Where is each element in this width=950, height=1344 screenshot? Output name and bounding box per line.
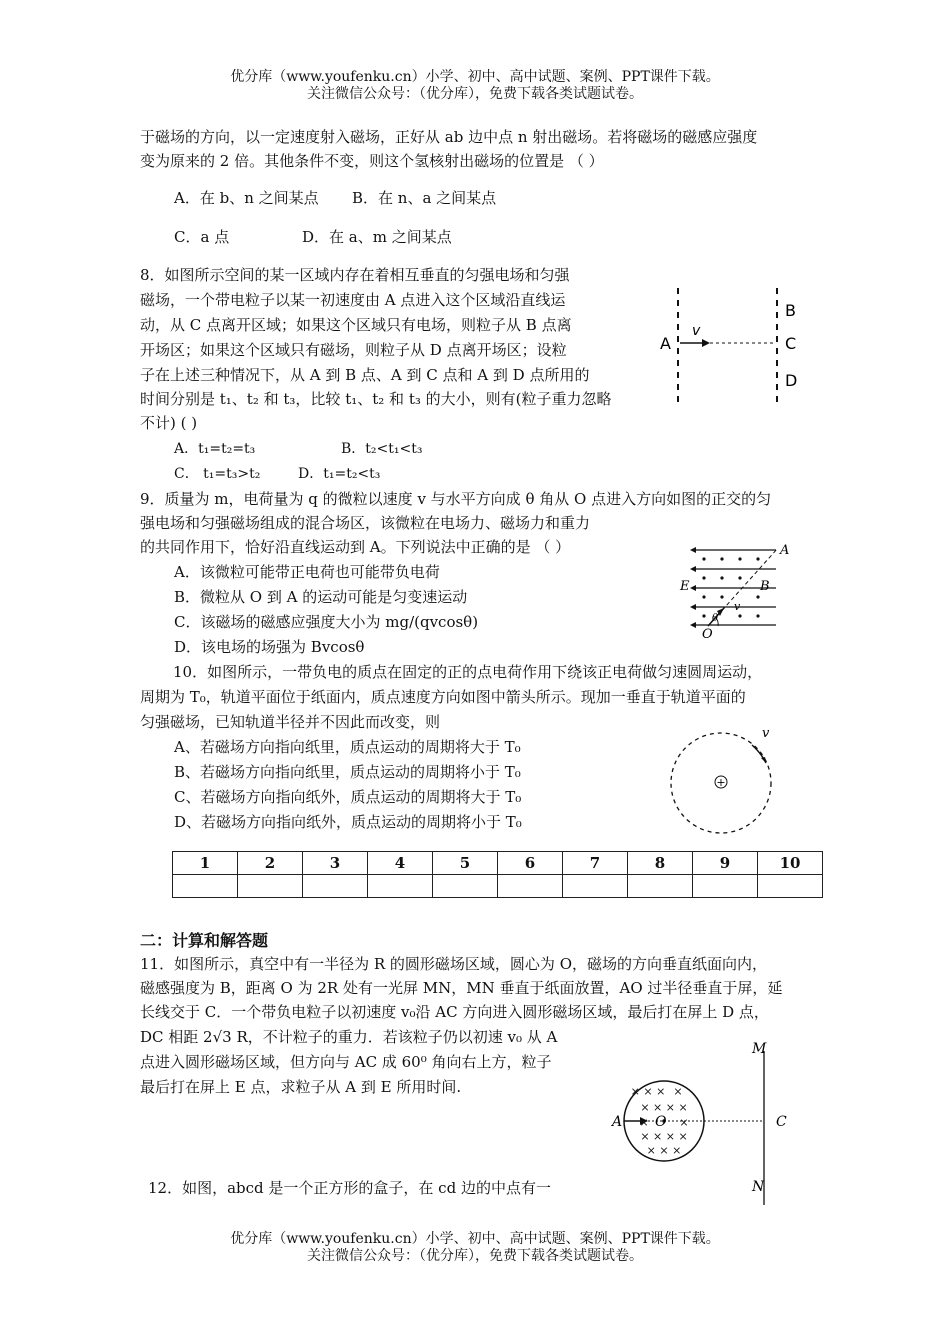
q10-line-1: 10．如图所示，一带负电的质点在固定的正的点电荷作用下绕该正电荷做匀速圆周运动，: [173, 663, 763, 681]
q8-figure: [650, 280, 810, 415]
q8-label-c: C: [785, 334, 797, 353]
answer-table-header: 2: [238, 852, 303, 875]
q8-option-b: B．t₂<t₁<t₃: [341, 441, 423, 457]
q11-label-m: M: [752, 1041, 767, 1057]
q9-label-theta: θ: [712, 613, 719, 624]
answer-table: [172, 851, 823, 898]
q7-option-a: A．在 b、n 之间某点: [174, 189, 319, 207]
footer-line-2: 关注微信公众号：（优分库），免费下载各类试题试卷。: [307, 1248, 643, 1264]
q10-option-c: C、若磁场方向指向纸外，质点运动的周期将大于 T₀: [174, 788, 522, 806]
q9-line-2: 强电场和匀强磁场组成的混合场区，该微粒在电场力、磁场力和重力: [140, 514, 591, 532]
footer-line-1: 优分库（www.youfenku.cn）小学、初中、高中试题、案例、PPT课件下载。: [230, 1231, 720, 1247]
q8-label-v: v: [692, 323, 701, 339]
q11-label-c: C: [776, 1114, 787, 1130]
answer-table-answer-row: [173, 875, 823, 898]
q10-option-b: B、若磁场方向指向纸里，质点运动的周期将小于 T₀: [174, 763, 521, 781]
answer-cell[interactable]: [693, 875, 758, 898]
svg-text:× × × ×: × × × ×: [640, 1101, 688, 1114]
answer-table-header: 9: [693, 852, 758, 875]
answer-cell[interactable]: [563, 875, 628, 898]
q8-line-7: 不计) ( ): [140, 414, 198, 432]
svg-text:× × ×: × × ×: [630, 1085, 666, 1098]
svg-text:×: ×: [673, 1085, 683, 1098]
header-line-2: 关注微信公众号：（优分库），免费下载各类试题试卷。: [307, 86, 643, 102]
answer-cell[interactable]: [758, 875, 823, 898]
q7-line-1: 于磁场的方向，以一定速度射入磁场，正好从 ab 边中点 n 射出磁场。若将磁场的磁感应强度: [140, 128, 758, 146]
q8-line-6: 时间分别是 t₁、t₂ 和 t₃，比较 t₁、t₂ 和 t₃ 的大小，则有(粒子重力忽略: [140, 390, 612, 408]
q8-option-a: A．t₁=t₂=t₃: [174, 441, 256, 457]
q8-option-d: D．t₁=t₂<t₃: [298, 466, 381, 482]
q9-line-1: 9．质量为 m，电荷量为 q 的微粒以速度 v 与水平方向成 θ 角从 O 点进入方向如图的正交的匀: [140, 490, 772, 508]
q9-figure: [676, 538, 796, 640]
q10-line-3: 匀强磁场，已知轨道半径并不因此而改变，则: [140, 713, 441, 731]
q8-line-1: 8．如图所示空间的某一区域内存在着相互垂直的匀强电场和匀强: [140, 266, 570, 284]
svg-text:×: ×: [679, 1116, 689, 1129]
q10-option-a: A、若磁场方向指向纸里，质点运动的周期将大于 T₀: [174, 738, 521, 756]
svg-text:× × ×: × × ×: [646, 1144, 682, 1157]
q8-line-2: 磁场，一个带电粒子以某一初速度由 A 点进入这个区域沿直线运: [140, 291, 566, 309]
q10-label-v: v: [762, 726, 770, 741]
answer-table-header: 5: [433, 852, 498, 875]
q8-line-5: 子在上述三种情况下，从 A 到 B 点、A 到 C 点和 A 到 D 点所用的: [140, 366, 590, 384]
q10-figure: [666, 725, 786, 837]
q9-option-d: D．该电场的场强为 Bvcosθ: [174, 638, 365, 656]
answer-table-header-row: [173, 852, 823, 875]
q11-line-4: DC 相距 2√3 R，不计粒子的重力．若该粒子仍以初速 v₀ 从 A: [140, 1028, 558, 1046]
q11-line-1: 11．如图所示，真空中有一半径为 R 的圆形磁场区域，圆心为 O，磁场的方向垂直纸面向内，: [140, 955, 767, 973]
q9-option-a: A．该微粒可能带正电荷也可能带负电荷: [174, 563, 440, 581]
q10-option-d: D、若磁场方向指向纸外，质点运动的周期将小于 T₀: [174, 813, 522, 831]
q11-line-5: 点进入圆形磁场区域，但方向与 AC 成 60⁰ 角向右上方，粒子: [140, 1053, 552, 1071]
q8-label-b: B: [785, 301, 796, 320]
q11-line-6: 最后打在屏上 E 点，求粒子从 A 到 E 所用时间.: [140, 1078, 462, 1096]
q9-label-o: O: [702, 627, 713, 640]
q8-line-4: 开场区；如果这个区域只有磁场，则粒子从 D 点离开场区；设粒: [140, 341, 567, 359]
q10-line-2: 周期为 T₀，轨道平面位于纸面内，质点速度方向如图中箭头所示。现加一垂直于轨道平面的: [140, 688, 746, 706]
answer-cell[interactable]: [498, 875, 563, 898]
header-line-1: 优分库（www.youfenku.cn）小学、初中、高中试题、案例、PPT课件下载。: [230, 69, 720, 85]
q8-option-c: C． t₁=t₃>t₂: [174, 466, 261, 482]
q8-label-d: D: [785, 371, 798, 390]
answer-cell[interactable]: [368, 875, 433, 898]
answer-cell[interactable]: [628, 875, 693, 898]
q11-label-o: O: [655, 1114, 667, 1130]
svg-text:×: ×: [639, 1116, 649, 1129]
q7-line-2: 变为原来的 2 倍。其他条件不变，则这个氢核射出磁场的位置是 （ ）: [140, 152, 604, 170]
q12-line-1: 12．如图，abcd 是一个正方形的盒子，在 cd 边的中点有一: [148, 1179, 551, 1197]
svg-text:× × × ×: × × × ×: [640, 1130, 688, 1143]
answer-table-header: 1: [173, 852, 238, 875]
answer-cell[interactable]: [238, 875, 303, 898]
answer-table-header: 6: [498, 852, 563, 875]
q8-label-a: A: [660, 334, 671, 353]
answer-table-header: 4: [368, 852, 433, 875]
q9-option-c: C．该磁场的磁感应强度大小为 mg/(qvcosθ): [174, 613, 479, 631]
q7-option-d: D．在 a、m 之间某点: [302, 228, 452, 246]
q11-line-2: 磁感强度为 B，距离 O 为 2R 处有一光屏 MN，MN 垂直于纸面放置，AO 过半径垂直于屏，延: [140, 979, 783, 997]
q11-figure: [608, 1035, 808, 1215]
q8-line-3: 动，从 C 点离开区域；如果这个区域只有电场，则粒子从 B 点离: [140, 316, 572, 334]
q7-option-c: C．a 点: [174, 228, 230, 246]
q9-label-e: E: [680, 579, 690, 594]
answer-cell[interactable]: [303, 875, 368, 898]
q9-label-a: A: [780, 543, 790, 558]
answer-cell[interactable]: [433, 875, 498, 898]
q10-charge-label: +: [716, 776, 726, 789]
answer-table-header: 7: [563, 852, 628, 875]
answer-cell[interactable]: [173, 875, 238, 898]
q9-label-v: v: [734, 600, 741, 613]
q9-line-3: 的共同作用下，恰好沿直线运动到 A。下列说法中正确的是 （ ）: [140, 538, 571, 556]
q11-line-3: 长线交于 C．一个带负电粒子以初速度 v₀沿 AC 方向进入圆形磁场区域，最后打在屏上 D 点，: [140, 1003, 769, 1021]
answer-table-header: 8: [628, 852, 693, 875]
q9-option-b: B．微粒从 O 到 A 的运动可能是匀变速运动: [174, 588, 468, 606]
answer-table-header: 10: [758, 852, 823, 875]
q11-label-a: A: [612, 1114, 623, 1130]
section-2-title: 二：计算和解答题: [140, 931, 269, 950]
q7-option-b: B．在 n、a 之间某点: [352, 189, 497, 207]
answer-table-header: 3: [303, 852, 368, 875]
q9-label-b: B: [760, 579, 770, 594]
q11-label-n: N: [752, 1179, 765, 1195]
